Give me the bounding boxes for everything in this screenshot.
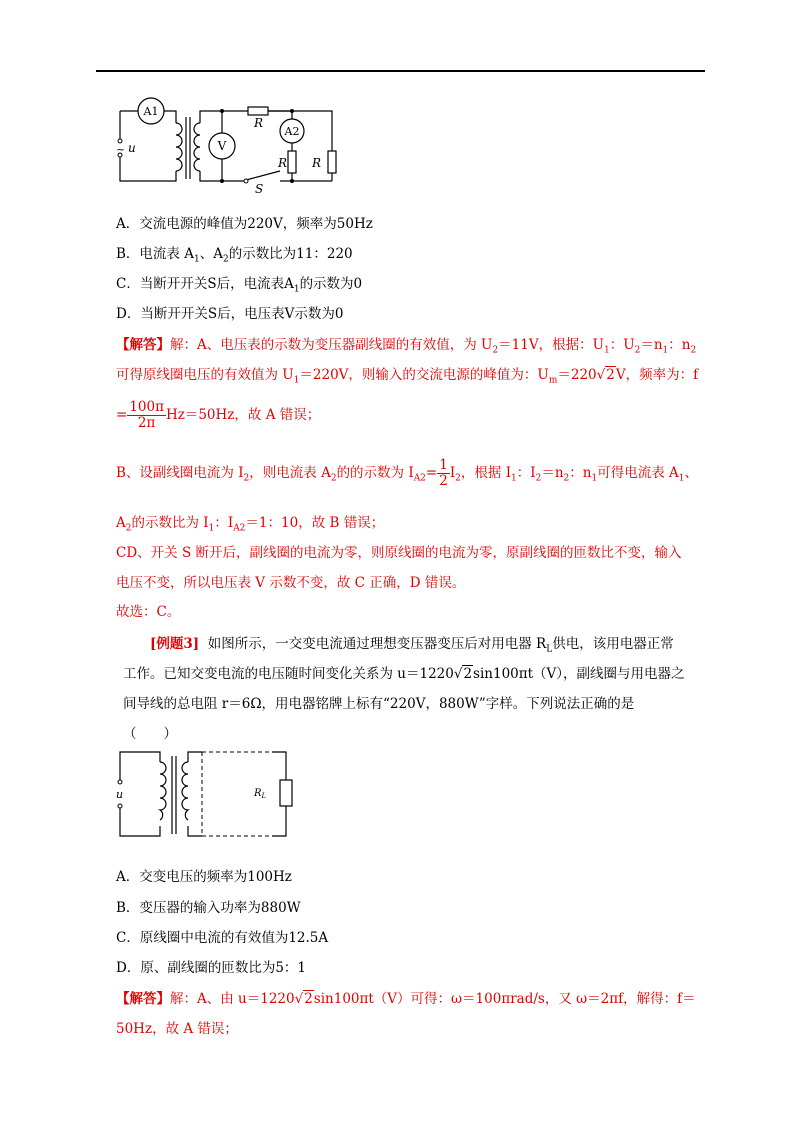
resistor-mid-label: R xyxy=(278,156,288,170)
answer1-line4: B、设副线圈电流为 $I_2$，则电流表 $A_2$的的示数为 $I_{A2}=$ $\frac{1}{2}$ $I_2$，根据 $I_1$：$I_2=n_2$：$n_1$可得电流表 $A_1$、 xyxy=(116,457,698,489)
load-label: $R_L$ xyxy=(254,788,267,800)
switch-label: S xyxy=(255,182,264,195)
q3-option-b: B．变压器的输入功率为880W xyxy=(116,900,301,916)
example3-line2: 工作。已知交变电流的电压随时间变化关系为 u＝1220√2sin100πt（V），副线圈与用电器之 xyxy=(123,666,685,682)
example3-line1: [例题3] 如图所示，一交变电流通过理想变压器变压后对用电器 $R_L$供电，该用电器正常 xyxy=(150,636,674,655)
option-c: C．当断开开关S后，电流表$A_1$的示数为0 xyxy=(116,276,363,295)
answer1-line3: = $\frac{100\pi}{2\pi}$ Hz＝50Hz，故 A 错误； xyxy=(116,399,321,431)
example3-line3: 间导线的总电阻 r＝6Ω，用电器铭牌上标有“220V，880W”字样。下列说法正确的是 xyxy=(123,696,635,712)
answer1-line6: CD、开关 S 断开后，副线圈的电流为零，则原线圈的电流为零，原副线圈的匝数比不变，输入 xyxy=(116,545,682,561)
ac-tilde: ~ xyxy=(116,143,126,156)
circuit-diagram-2 xyxy=(112,744,298,844)
source-u-label: u xyxy=(128,141,136,155)
ammeter1-label: A1 xyxy=(143,105,159,118)
resistor-right xyxy=(328,151,336,173)
resistor-right-label: R xyxy=(312,156,322,170)
q3-option-a: A．交变电压的频率为100Hz xyxy=(116,869,292,885)
voltmeter-label: V xyxy=(217,139,227,153)
example3-line4: （ ） xyxy=(123,726,177,742)
answer1-line8: 故选：C。 xyxy=(116,604,181,620)
resistor-mid xyxy=(288,151,296,173)
resistor-top xyxy=(248,107,268,115)
answer3-line2: 50Hz，故 A 错误； xyxy=(116,1021,238,1037)
answer1-line7: 电压不变，所以电压表 V 示数不变，故 C 正确，D 错误。 xyxy=(116,575,466,591)
option-a: A．交流电源的峰值为220V，频率为50Hz xyxy=(116,216,373,232)
answer1-line1: 【解答】解：A、电压表的示数为变压器副线圈的有效值，为 $U_2=11V$，根据：$U_1$：$U_2=n_1$：$n_2$ xyxy=(116,337,697,356)
q3-option-c: C．原线圈中电流的有效值为12.5A xyxy=(116,930,329,946)
answer3-line1: 【解答】解：A、由 u＝1220√2sin100πt（V）可得：ω＝100πrad/s，又 ω＝2πf，解得：f＝ xyxy=(116,991,696,1007)
resistor-top-label: R xyxy=(254,116,264,130)
option-b: B．电流表 $A_1$、$A_2$的示数比为11：220 xyxy=(116,246,353,265)
load-resistor xyxy=(280,780,292,806)
option-d: D．当断开开关S后，电压表V示数为0 xyxy=(116,306,344,322)
q3-option-d: D．原、副线圈的匝数比为5：1 xyxy=(116,960,307,976)
fraction-1-2: $\frac{1}{2}$ xyxy=(439,457,448,489)
ammeter2-label: A2 xyxy=(284,125,300,138)
source-u-label-2: u xyxy=(116,788,124,801)
header-rule xyxy=(96,70,705,72)
answer1-line5: $A_2$的示数比为 $I_1$：$I_{A2}=1$：10，故 B 错误； xyxy=(116,515,385,534)
fraction-100pi-2pi: $\frac{100\pi}{2\pi}$ xyxy=(129,399,164,431)
answer1-line2: 可得原线圈电压的有效值为 $U_1=220V$，则输入的交流电源的峰值为：$U_m=220√2V$，频率为：f xyxy=(116,367,699,386)
circuit-diagram-1 xyxy=(112,95,352,195)
